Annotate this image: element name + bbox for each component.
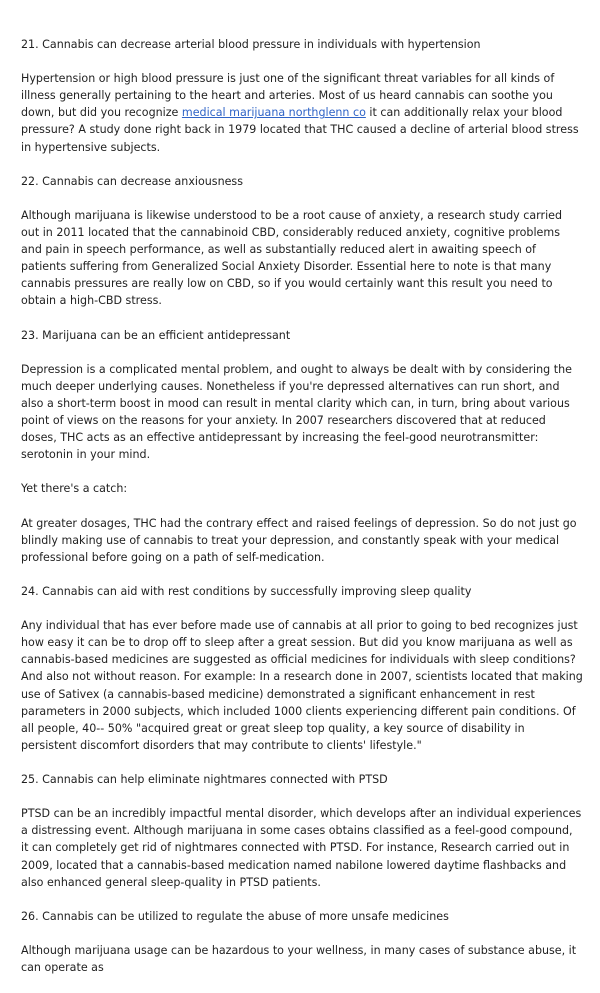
section-23-paragraph-2: Yet there's a catch: — [21, 482, 128, 496]
section-23-heading: 23. Marijuana can be an efficient antidepressant — [21, 328, 291, 342]
section-21-heading: 21. Cannabis can decrease arterial blood pressure in individuals with hypertension — [21, 38, 481, 51]
section-24-heading: 24. Cannabis can aid with rest conditions by successfully improving sleep quality — [21, 585, 472, 598]
section-26-heading: 26. Cannabis can be utilized to regulate the abuse of more unsafe medicines — [21, 909, 449, 923]
section-21-paragraph — [21, 70, 583, 155]
section-25-paragraph: PTSD can be an incredibly impactful mental disorder, which develops after an individual experiences a distressing event. Although marijuana in some cases obtains classified as a feel-good compound, it can completely get rid of nightmares connected with PTSD. For instance, Research carried out in 2009, located that a cannabis-based medication named nabilone lowered daytime flashbacks and also enhanced general sleep-quality in PTSD patients. — [21, 807, 582, 889]
section-25-heading: 25. Cannabis can help eliminate nightmares connected with PTSD — [21, 773, 388, 787]
section-22-heading: 22. Cannabis can decrease anxiousness — [21, 174, 243, 188]
section-26-paragraph: Although marijuana usage can be hazardous to your wellness, in many cases of substance abuse, it can operate as — [21, 943, 577, 975]
medical-marijuana-link[interactable]: medical marijuana northglenn co — [181, 106, 366, 120]
section-23-paragraph-1: Depression is a complicated mental problem, and ought to always be dealt with by considering the much deeper underlying causes. Nonetheless if you're depressed alternatives can run short, and also a short-term boost in mood can result in mental clarity which can, in turn, bring about various point of views on the reasons for your anxiety. In 2007 researchers discovered that at reduced doses, THC acts as an effective antidepressant by increasing the feel-good neurotransmitter: serotonin in your mind. — [21, 362, 572, 462]
section-22-paragraph: Although marijuana is likewise understood to be a root cause of anxiety, a research study carried out in 2011 located that the cannabinoid CBD, considerably reduced anxiety, cognitive problems and pain in speech performance, as well as substantially reduced alert in awaiting speech of patients suffering from Generalized Social Anxiety Disorder. Essential here to note is that many cannabis pressures are really low on CBD, so if you would certainly want this result you need to obtain a high-CBD stress. — [21, 208, 563, 308]
section-21-text-after-link: it can additionally relax your blood pressure? A study done right back in 1979 located that THC caused a decline of arterial blood stress in hypertensive subjects. — [21, 106, 579, 154]
section-24-paragraph: Any individual that has ever before made use of cannabis at all prior to going to bed recognizes just how easy it can be to drop off to sleep after a great session. But did you know marijuana as well as cannabis-based medicines are suggested as official medicines for individuals with sleep conditions? And also not without reason. For example: In a research done in 2007, scientists located that making use of Sativex (a cannabis-based medicine) demonstrated a significant enhancement in rest parameters in 2000 subjects, which included 1000 clients experiencing different pain conditions. Of all people, 40-- 50% "acquired great or great sleep top quality, a key source of disability in persistent discomfort disorders that may contribute to clients' lifestyle." — [21, 619, 583, 752]
section-21-text-before-link: Hypertension or high blood pressure is just one of the significant threat variables for all kinds of illness generally pertaining to the heart and arteries. Most of us heard cannabis can soothe you down, but did you recognize — [21, 72, 555, 120]
section-23-paragraph-3: At greater dosages, THC had the contrary effect and raised feelings of depression. So do not just go blindly making use of cannabis to treat your depression, and constantly speak with your medical professional before going on a path of self-medication. — [21, 516, 577, 564]
document-body — [21, 36, 583, 993]
